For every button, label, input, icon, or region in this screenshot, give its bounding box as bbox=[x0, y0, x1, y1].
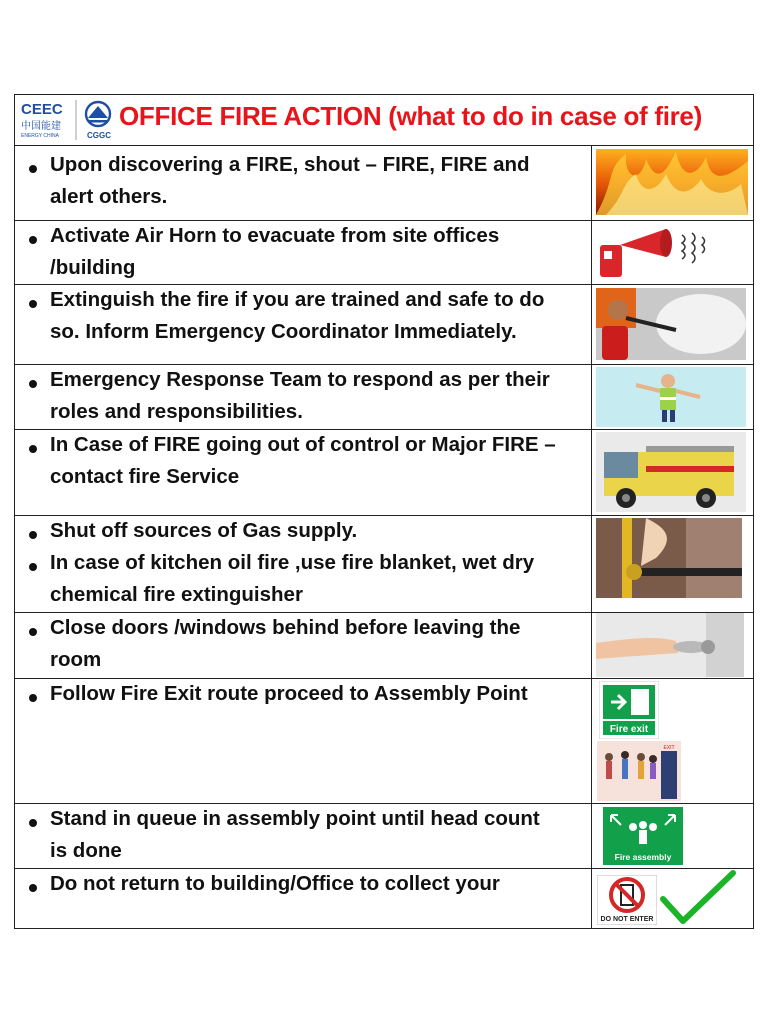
list-item bbox=[15, 613, 753, 679]
extinguisher-icon bbox=[596, 288, 746, 360]
item-line: contact fire Service bbox=[50, 465, 240, 488]
fire-assembly-label: Fire assembly bbox=[614, 852, 672, 862]
fire-action-sheet bbox=[14, 94, 754, 929]
item-line: In case of kitchen oil fire ,use fire blanket, wet dry bbox=[50, 551, 535, 574]
list-item bbox=[15, 146, 753, 221]
item-line: Upon discovering a FIRE, shout – FIRE, FIRE and bbox=[50, 153, 530, 176]
item-text-cell bbox=[15, 285, 592, 364]
ceec-logo-text: CEEC bbox=[21, 101, 63, 118]
item-line: Do not return to building/Office to collect your bbox=[50, 872, 500, 895]
cggc-logo-text: CGGC bbox=[87, 131, 111, 140]
fire-exit-sign-icon bbox=[599, 681, 659, 739]
energy-china-cn-text: 中国能建 bbox=[21, 121, 61, 132]
list-item bbox=[15, 516, 753, 613]
item-line: chemical fire extinguisher bbox=[50, 583, 303, 606]
item-line: /building bbox=[50, 256, 136, 279]
energy-china-en-text: ENERGY CHINA bbox=[21, 133, 59, 139]
item-text-cell bbox=[15, 679, 592, 803]
list-item bbox=[15, 430, 753, 516]
list-item bbox=[15, 365, 753, 430]
item-text-cell bbox=[15, 146, 592, 220]
do-not-enter-sign-icon bbox=[597, 875, 657, 925]
fire-truck-icon bbox=[596, 432, 746, 512]
item-line: so. Inform Emergency Coordinator Immediately. bbox=[50, 320, 517, 343]
checkmark-icon bbox=[659, 869, 737, 925]
company-logos bbox=[19, 98, 121, 142]
item-line: is done bbox=[50, 839, 122, 862]
item-line: Stand in queue in assembly point until head count bbox=[50, 807, 540, 830]
item-text-cell bbox=[15, 221, 592, 284]
item-line: Extinguish the fire if you are trained and safe to do bbox=[50, 288, 545, 311]
item-text-cell bbox=[15, 516, 592, 612]
gas-valve-icon bbox=[596, 518, 742, 598]
item-line: Activate Air Horn to evacuate from site offices bbox=[50, 224, 500, 247]
item-line: room bbox=[50, 648, 102, 671]
exit-door-label: EXIT bbox=[663, 745, 675, 751]
item-line: Shut off sources of Gas supply. bbox=[50, 519, 358, 542]
page-title: OFFICE FIRE ACTION (what to do in case of fire) bbox=[119, 101, 702, 131]
item-line: Follow Fire Exit route proceed to Assembly Point bbox=[50, 682, 528, 705]
door-handle-icon bbox=[596, 613, 744, 677]
list-item bbox=[15, 679, 753, 804]
evacuation-people-icon bbox=[597, 741, 681, 801]
response-team-icon bbox=[596, 367, 746, 427]
fire-assembly-sign-icon bbox=[603, 807, 683, 865]
item-line: roles and responsibilities. bbox=[50, 400, 303, 423]
flames-icon bbox=[596, 149, 748, 215]
header bbox=[15, 95, 753, 146]
list-item bbox=[15, 804, 753, 869]
list-item bbox=[15, 285, 753, 365]
list-item bbox=[15, 869, 753, 928]
item-text-cell bbox=[15, 869, 592, 928]
item-text-cell bbox=[15, 613, 592, 678]
item-text-cell bbox=[15, 804, 592, 868]
list-item bbox=[15, 221, 753, 285]
item-line: Close doors /windows behind before leaving the bbox=[50, 616, 521, 639]
cggc-logo-icon bbox=[86, 102, 110, 126]
fire-exit-label: Fire exit bbox=[609, 724, 649, 735]
item-line: Emergency Response Team to respond as per their bbox=[50, 368, 550, 391]
item-line: In Case of FIRE going out of control or Major FIRE – bbox=[50, 433, 556, 456]
item-text-cell bbox=[15, 430, 592, 515]
air-horn-icon bbox=[596, 223, 736, 281]
item-text-cell bbox=[15, 365, 592, 429]
item-line: alert others. bbox=[50, 185, 168, 208]
do-not-enter-label: DO NOT ENTER bbox=[600, 916, 654, 923]
